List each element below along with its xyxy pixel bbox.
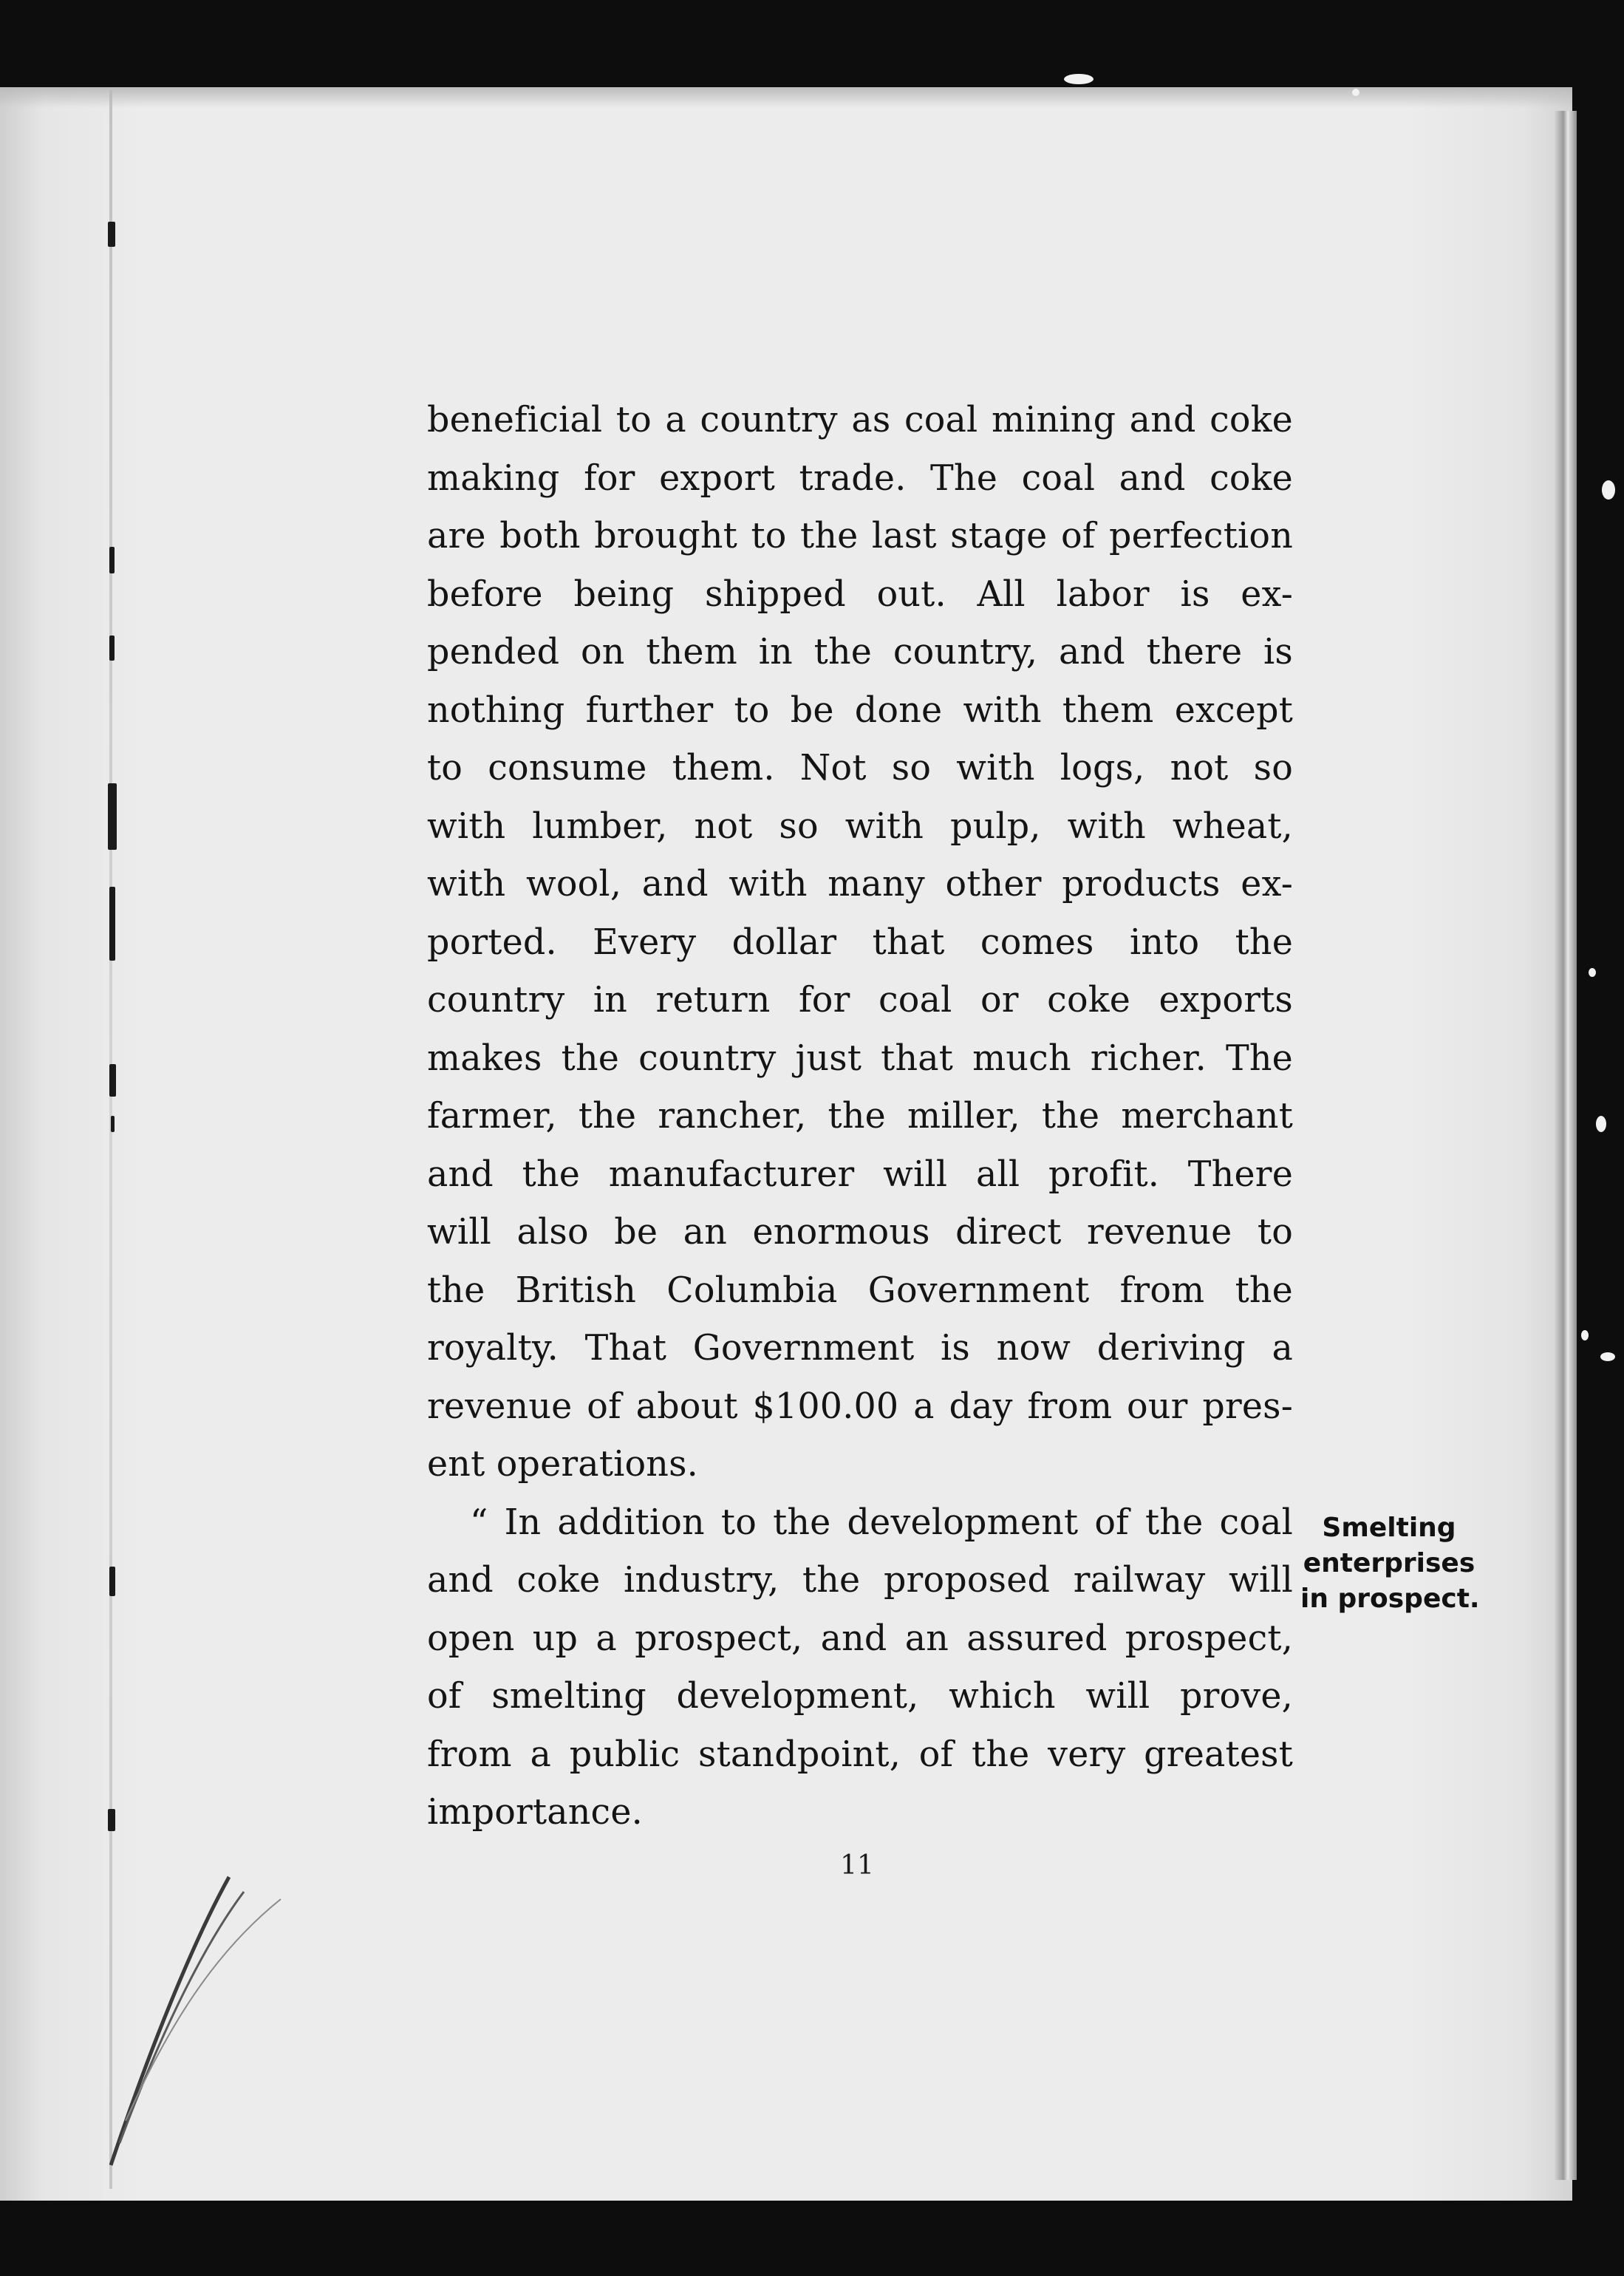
text-line: makes the country just that much richer. The	[427, 1038, 1293, 1079]
text-line: royalty. That Government is now deriving a	[427, 1328, 1293, 1369]
text-line: from a public standpoint, of the very greatest	[427, 1734, 1293, 1775]
binding-mark	[109, 887, 115, 961]
text-line: the British Columbia Government from the	[427, 1270, 1293, 1311]
page-right-edge	[1555, 111, 1577, 2180]
scan-speck	[1064, 74, 1094, 84]
text-line: revenue of about $100.00 a day from our pres-	[427, 1386, 1293, 1427]
binding-mark	[109, 547, 115, 573]
binding-mark	[108, 1809, 115, 1831]
text-line: with wool, and with many other products ex-	[427, 864, 1293, 904]
binding-mark	[109, 636, 115, 661]
scan-speck	[1600, 1352, 1615, 1361]
text-line: country in return for coal or coke exports	[427, 980, 1293, 1021]
text-line: beneficial to a country as coal mining and coke	[427, 400, 1293, 440]
text-line: and coke industry, the proposed railway will	[427, 1560, 1293, 1601]
text-line: will also be an enormous direct revenue to	[427, 1212, 1293, 1253]
scan-speck	[1581, 1330, 1589, 1340]
binding-mark	[108, 783, 117, 850]
text-line: open up a prospect, and an assured prospect,	[427, 1618, 1293, 1659]
text-line: making for export trade. The coal and coke	[427, 457, 1293, 499]
text-line: before being shipped out. All labor is ex-	[427, 573, 1293, 615]
scan-speck	[1589, 968, 1596, 977]
sidenote-line: in prospect.	[1300, 1584, 1480, 1614]
body-text	[427, 392, 1293, 1842]
binding-mark	[108, 222, 115, 247]
text-line: ent operations.	[427, 1444, 698, 1485]
page-top-shadow	[0, 87, 1572, 108]
text-line: ported. Every dollar that comes into the	[427, 921, 1293, 963]
sidenote-line: enterprises	[1303, 1548, 1475, 1578]
text-line: of smelting development, which will prove,	[427, 1676, 1293, 1717]
text-line: farmer, the rancher, the miller, the merchant	[427, 1096, 1293, 1137]
scan-speck	[1602, 480, 1615, 500]
binding-mark	[109, 1064, 116, 1097]
sidenote-line: Smelting	[1322, 1513, 1456, 1543]
text-line: nothing further to be done with them except	[427, 689, 1293, 731]
margin-sidenote	[1300, 1510, 1478, 1617]
page-number: 11	[840, 1850, 874, 1881]
page-scratch	[103, 1862, 296, 2173]
text-line: importance.	[427, 1792, 643, 1833]
binding-mark	[109, 1567, 115, 1596]
text-line: and the manufacturer will all profit. There	[427, 1154, 1293, 1195]
scan-speck	[1596, 1116, 1606, 1132]
text-line: pended on them in the country, and there is	[427, 632, 1293, 672]
text-line: with lumber, not so with pulp, with wheat,	[427, 805, 1293, 847]
scan-speck	[1352, 89, 1359, 96]
binding-mark	[111, 1116, 115, 1132]
text-line: “ In addition to the development of the coal	[470, 1502, 1293, 1543]
text-line: to consume them. Not so with logs, not so	[427, 748, 1293, 788]
text-line: are both brought to the last stage of perfection	[427, 516, 1293, 556]
